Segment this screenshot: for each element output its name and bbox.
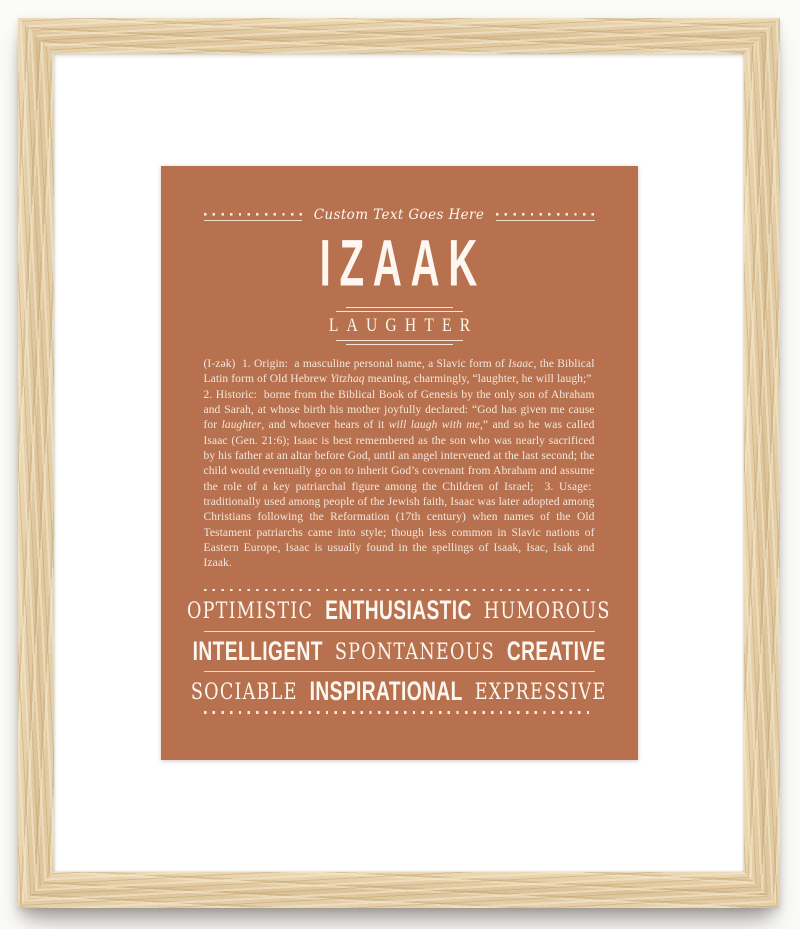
trait-word: SOCIABLE — [191, 679, 298, 705]
trait-word: INSPIRATIONAL — [309, 676, 464, 707]
name-title: IZAAK — [320, 224, 487, 300]
frame-top-rail — [18, 18, 780, 54]
description-paragraph: (I-zək) 1. Origin: a masculine personal name, a Slavic form of Isaac, the Biblical Latin form of Old Hebrew Yitzhaq meaning, charmingly, “laughter, he will laugh;” 2. Historic: borne from the Biblical Book of Genesis by the only son of Abraham and Sarah, at whose birth his mother joyfully declared: “God has given me cause for laughter, and whoever hears of it will laugh with me,” and so he was called Isaac (Gen. 21:6); Isaac is best remembered as the son who was nearly sacrificed by his father at an altar before God, until an angel intervened at the last second; the child would eventually go on to inherit God’s covenant from Abraham and assume the role of a key patriarchal figure among the Children of Israel; 3. Usage: traditionally used among people of the Jewish faith, Isaac was later adopted among Christians following the Reformation (17th century) when names of the Old Testament patriarchs came into style; though less common in Slavic nations of Eastern Europe, Isaac is usually found in the spellings of Isaak, Isac, Isak and Izaak. — [203, 357, 595, 570]
traits-row-3 — [191, 671, 607, 711]
double-rule-below — [204, 340, 595, 345]
trait-word: INTELLIGENT — [192, 636, 323, 667]
frame-right-rail — [744, 18, 780, 908]
double-rule-above — [204, 307, 595, 312]
traits-row-2 — [192, 631, 606, 671]
art-print — [161, 166, 638, 760]
traits-row-1 — [187, 591, 611, 631]
wood-frame — [18, 18, 780, 908]
trait-word: OPTIMISTIC — [187, 599, 314, 625]
trait-word: ENTHUSIASTIC — [325, 595, 473, 626]
trait-word: SPONTANEOUS — [334, 639, 495, 665]
trait-word: CREATIVE — [506, 636, 606, 667]
mat-board — [54, 54, 744, 872]
dotted-rule-ornament-left — [204, 213, 302, 221]
trait-word: EXPRESSIVE — [475, 679, 607, 705]
name-meaning: LAUGHTER — [328, 314, 478, 336]
frame-left-rail — [18, 18, 54, 908]
custom-text-label: Custom Text Goes Here — [313, 207, 485, 223]
traits-section — [187, 589, 611, 714]
frame-bottom-rail — [18, 872, 780, 908]
dotted-rule-ornament-right — [496, 213, 594, 221]
dotted-divider-bottom — [204, 711, 595, 714]
trait-word: HUMOROUS — [484, 599, 611, 625]
meaning-block — [204, 304, 595, 348]
name-title-wrap — [204, 224, 595, 300]
